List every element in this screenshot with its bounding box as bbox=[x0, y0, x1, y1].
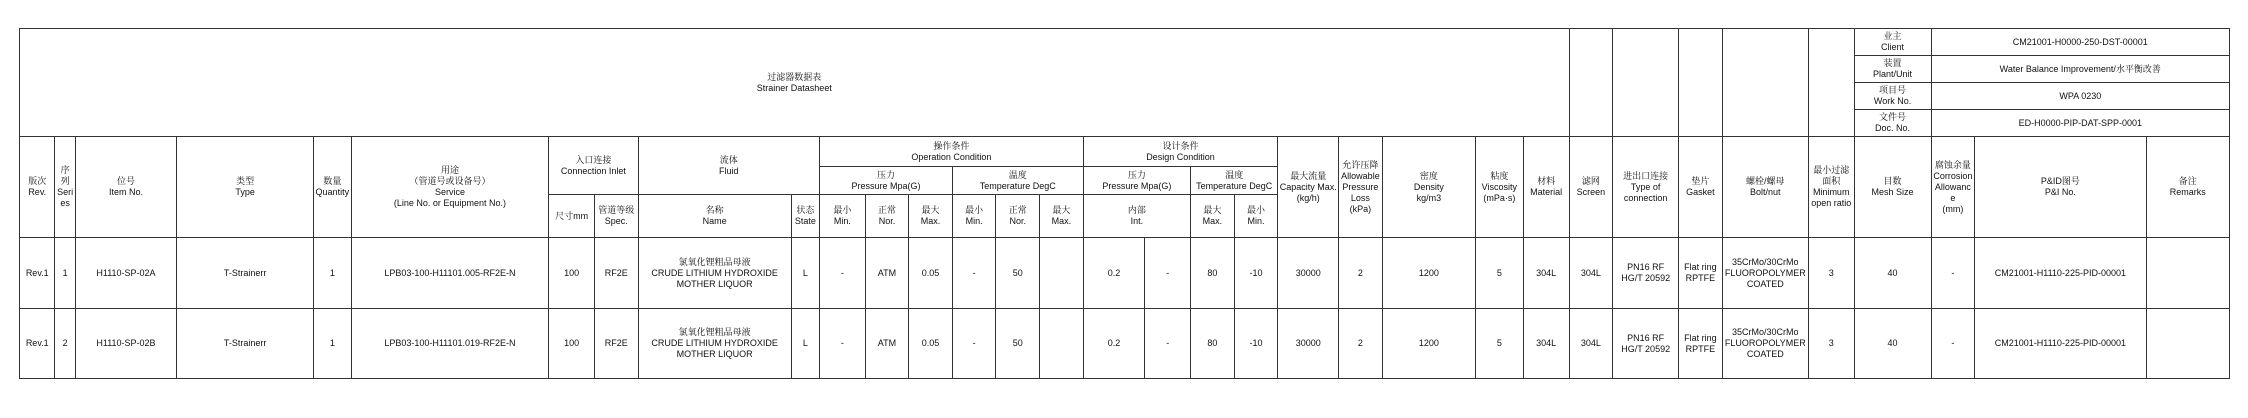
header-des-t-max: 最大 Max. bbox=[1191, 195, 1235, 238]
header-state: 状态 State bbox=[791, 195, 819, 238]
header-bolt: 螺栓/螺母 Bolt/nut bbox=[1722, 137, 1808, 238]
cell-op-t-min: - bbox=[952, 238, 996, 309]
cell-op-t-max bbox=[1040, 238, 1084, 309]
table-row bbox=[20, 238, 2230, 309]
header-rev: 版次 Rev. bbox=[20, 137, 55, 238]
cell-op-p-min: - bbox=[820, 309, 866, 379]
cell-qty: 1 bbox=[314, 309, 352, 379]
info-value-work: WPA 0230 bbox=[1931, 83, 2229, 110]
cell-screen: 304L bbox=[1569, 238, 1613, 309]
header-op-t-max: 最大 Max. bbox=[1040, 195, 1084, 238]
cell-item: H1110-SP-02A bbox=[75, 238, 176, 309]
cell-service: LPB03-100-H11101.005-RF2E-N bbox=[351, 238, 549, 309]
cell-connection: PN16 RF HG/T 20592 bbox=[1613, 309, 1679, 379]
header-op-t-min: 最小 Min. bbox=[952, 195, 996, 238]
header-material: 材料 Material bbox=[1523, 137, 1569, 238]
header-corrosion: 腐蚀余量 Corrosion Allowance (mm) bbox=[1931, 137, 1975, 238]
cell-des-t-min: -10 bbox=[1234, 309, 1278, 379]
info-value-doc: ED-H0000-PIP-DAT-SPP-0001 bbox=[1931, 110, 2229, 137]
cell-des-t-max: 80 bbox=[1191, 238, 1235, 309]
cell-op-p-nor: ATM bbox=[865, 238, 909, 309]
sheet-title bbox=[20, 29, 1570, 137]
cell-density: 1200 bbox=[1382, 309, 1475, 379]
cell-series: 1 bbox=[55, 238, 75, 309]
cell-item: H1110-SP-02B bbox=[75, 309, 176, 379]
cell-op-t-max bbox=[1040, 309, 1084, 379]
table-row bbox=[20, 309, 2230, 379]
header-series: 序列 Series bbox=[55, 137, 75, 238]
header-size: 尺寸mm bbox=[549, 195, 595, 238]
cell-rev: Rev.1 bbox=[20, 238, 55, 309]
cell-material: 304L bbox=[1523, 309, 1569, 379]
header-mesh: 目数 Mesh Size bbox=[1854, 137, 1931, 238]
cell-op-p-max: 0.05 bbox=[909, 238, 953, 309]
cell-corrosion: - bbox=[1931, 238, 1975, 309]
header-op-p-nor: 正常 Nor. bbox=[865, 195, 909, 238]
header-pid: P&ID图号 P&I No. bbox=[1975, 137, 2146, 238]
header-viscosity: 粘度 Viscosity (mPa·s) bbox=[1476, 137, 1524, 238]
cell-gasket: Flat ring RPTFE bbox=[1679, 309, 1723, 379]
cell-des-p-ext: - bbox=[1145, 238, 1191, 309]
cell-connection: PN16 RF HG/T 20592 bbox=[1613, 238, 1679, 309]
header-gasket: 垫片 Gasket bbox=[1679, 137, 1723, 238]
cell-allowable: 2 bbox=[1339, 238, 1383, 309]
info-value-client: CM21001-H0000-250-DST-00001 bbox=[1931, 29, 2229, 56]
cell-mesh: 40 bbox=[1854, 309, 1931, 379]
header-open-ratio: 最小过滤面积 Minimum open ratio bbox=[1808, 137, 1854, 238]
info-label-doc: 文件号 Doc. No. bbox=[1854, 110, 1931, 137]
cell-bolt: 35CrMo/30CrMo FLUOROPOLYMER COATED bbox=[1722, 238, 1808, 309]
title-spacer-3 bbox=[1679, 29, 1723, 137]
cell-open-ratio: 3 bbox=[1808, 309, 1854, 379]
header-op-temp: 温度 Temperature DegC bbox=[952, 167, 1083, 195]
cell-screen: 304L bbox=[1569, 309, 1613, 379]
cell-fluid-name: 氯氧化锂粗品母液 CRUDE LITHIUM HYDROXIDE MOTHER LIQUOR bbox=[638, 238, 791, 309]
cell-op-t-nor: 50 bbox=[996, 238, 1040, 309]
header-des-pressure: 压力 Pressure Mpa(G) bbox=[1083, 167, 1190, 195]
title-spacer-4 bbox=[1722, 29, 1808, 137]
cell-rev: Rev.1 bbox=[20, 309, 55, 379]
cell-gasket: Flat ring RPTFE bbox=[1679, 238, 1723, 309]
header-des-p-int: 内部 Int. bbox=[1083, 195, 1190, 238]
header-connection: 进出口连接 Type of connection bbox=[1613, 137, 1679, 238]
header-capacity: 最大流量 Capacity Max. (kg/h) bbox=[1278, 137, 1339, 238]
header-des-temp: 温度 Temperature DegC bbox=[1191, 167, 1278, 195]
cell-corrosion: - bbox=[1931, 309, 1975, 379]
cell-des-p-int: 0.2 bbox=[1083, 309, 1145, 379]
header-item: 位号 Item No. bbox=[75, 137, 176, 238]
cell-type: T-Strainerr bbox=[177, 309, 314, 379]
cell-op-p-max: 0.05 bbox=[909, 309, 953, 379]
cell-op-t-min: - bbox=[952, 309, 996, 379]
header-des-t-min: 最小 Min. bbox=[1234, 195, 1278, 238]
cell-bolt: 35CrMo/30CrMo FLUOROPOLYMER COATED bbox=[1722, 309, 1808, 379]
cell-state: L bbox=[791, 309, 819, 379]
cell-series: 2 bbox=[55, 309, 75, 379]
cell-pid: CM21001-H1110-225-PID-00001 bbox=[1975, 309, 2146, 379]
cell-des-t-min: -10 bbox=[1234, 238, 1278, 309]
sheet-title-zh: 过滤器数据表 bbox=[767, 71, 822, 82]
cell-des-p-ext: - bbox=[1145, 309, 1191, 379]
info-label-plant: 装置 Plant/Unit bbox=[1854, 56, 1931, 83]
header-spec: 管道等级 Spec. bbox=[594, 195, 638, 238]
header-type: 类型 Type bbox=[177, 137, 314, 238]
header-screen: 滤网 Screen bbox=[1569, 137, 1613, 238]
header-op-t-nor: 正常 Nor. bbox=[996, 195, 1040, 238]
title-spacer-5 bbox=[1808, 29, 1854, 137]
cell-material: 304L bbox=[1523, 238, 1569, 309]
header-operation: 操作条件 Operation Condition bbox=[820, 137, 1084, 167]
sheet-title-en: Strainer Datasheet bbox=[756, 82, 832, 93]
cell-size: 100 bbox=[549, 238, 595, 309]
cell-fluid-name: 氯氧化锂粗品母液 CRUDE LITHIUM HYDROXIDE MOTHER LIQUOR bbox=[638, 309, 791, 379]
cell-type: T-Strainerr bbox=[177, 238, 314, 309]
cell-remarks bbox=[2146, 309, 2229, 379]
datasheet-table bbox=[19, 28, 2230, 379]
cell-allowable: 2 bbox=[1339, 309, 1383, 379]
cell-viscosity: 5 bbox=[1476, 238, 1524, 309]
cell-capacity: 30000 bbox=[1278, 309, 1339, 379]
header-fluid: 流体 Fluid bbox=[638, 137, 820, 195]
cell-spec: RF2E bbox=[594, 238, 638, 309]
header-op-p-min: 最小 Min. bbox=[820, 195, 866, 238]
header-allowable: 允许压降 Allowable Pressure Loss (kPa) bbox=[1339, 137, 1383, 238]
info-value-plant: Water Balance Improvement/水平衡改善 bbox=[1931, 56, 2229, 83]
cell-op-p-min: - bbox=[820, 238, 866, 309]
header-density: 密度 Density kg/m3 bbox=[1382, 137, 1475, 238]
cell-viscosity: 5 bbox=[1476, 309, 1524, 379]
title-spacer-1 bbox=[1569, 29, 1613, 137]
cell-des-p-int: 0.2 bbox=[1083, 238, 1145, 309]
header-remarks: 备注 Remarks bbox=[2146, 137, 2229, 238]
cell-capacity: 30000 bbox=[1278, 238, 1339, 309]
cell-remarks bbox=[2146, 238, 2229, 309]
cell-density: 1200 bbox=[1382, 238, 1475, 309]
cell-des-t-max: 80 bbox=[1191, 309, 1235, 379]
header-qty: 数量 Quantity bbox=[314, 137, 352, 238]
cell-open-ratio: 3 bbox=[1808, 238, 1854, 309]
info-label-work: 项目号 Work No. bbox=[1854, 83, 1931, 110]
title-spacer-2 bbox=[1613, 29, 1679, 137]
cell-mesh: 40 bbox=[1854, 238, 1931, 309]
header-service: 用途 （管道号或设备号） Service (Line No. or Equipment No.) bbox=[351, 137, 549, 238]
header-op-p-max: 最大 Max. bbox=[909, 195, 953, 238]
info-label-client: 业主 Client bbox=[1854, 29, 1931, 56]
cell-size: 100 bbox=[549, 309, 595, 379]
cell-spec: RF2E bbox=[594, 309, 638, 379]
strainer-datasheet bbox=[19, 28, 2230, 379]
header-fluid-name: 名称 Name bbox=[638, 195, 791, 238]
cell-qty: 1 bbox=[314, 238, 352, 309]
header-design: 设计条件 Design Condition bbox=[1083, 137, 1278, 167]
cell-state: L bbox=[791, 238, 819, 309]
header-op-pressure: 压力 Pressure Mpa(G) bbox=[820, 167, 953, 195]
cell-op-p-nor: ATM bbox=[865, 309, 909, 379]
cell-service: LPB03-100-H11101.019-RF2E-N bbox=[351, 309, 549, 379]
cell-pid: CM21001-H1110-225-PID-00001 bbox=[1975, 238, 2146, 309]
cell-op-t-nor: 50 bbox=[996, 309, 1040, 379]
header-inlet: 入口连接 Connection Inlet bbox=[549, 137, 638, 195]
